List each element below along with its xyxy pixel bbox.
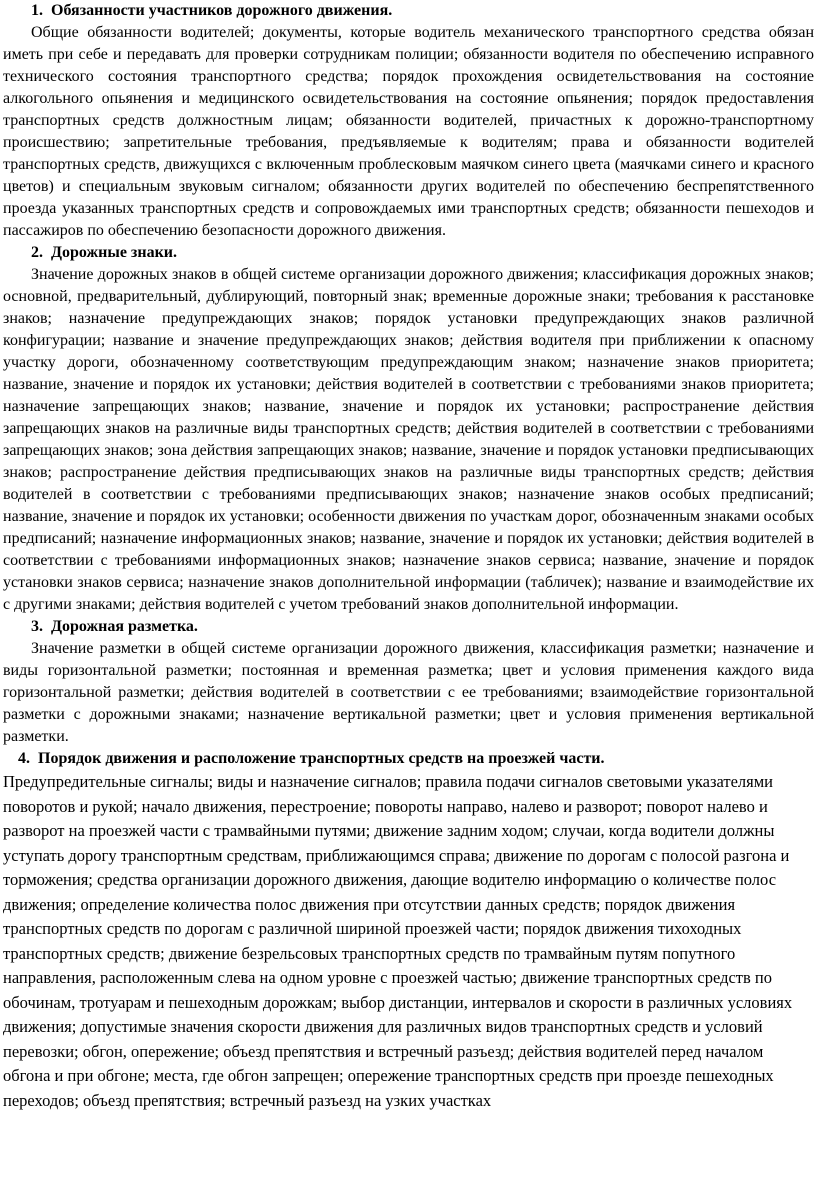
section-number: 4. — [18, 750, 30, 767]
section-number: 3. — [31, 618, 43, 635]
section-number: 2. — [31, 244, 43, 261]
section-heading-4 — [3, 748, 814, 770]
section-title: Дорожные знаки. — [51, 244, 178, 261]
section-title: Дорожная разметка. — [51, 618, 198, 635]
section-heading-2 — [3, 242, 814, 264]
section-heading-3 — [3, 616, 814, 638]
section-body-1: Общие обязанности водителей; документы, которые водитель механического транспортного средства обязан иметь при себе и передавать для проверки сотрудникам полиции; обязанности водителя по обеспечению исправного технического состояния транспортного средства; порядок прохождения освидетельствования на состояние алкогольного опьянения и медицинского освидетельствования на состояние опьянения; порядок предоставления транспортных средств должностным лицам; обязанности водителей, причастных к дорожно-транспортному происшествию; запретительные требования, предъявляемые к водителям; права и обязанности водителей транспортных средств, движущихся с включенным проблесковым маячком синего цвета (маячками синего и красного цветов) и специальным звуковым сигналом; обязанности других водителей по обеспечению беспрепятственного проезда указанных транспортных средств и сопровождаемых ими транспортных средств; обязанности пешеходов и пассажиров по обеспечению безопасности дорожного движения. — [3, 24, 814, 239]
section-heading-1 — [3, 0, 814, 22]
section-body-4: Предупредительные сигналы; виды и назначение сигналов; правила подачи сигналов световыми указателями поворотов и рукой; начало движения, перестроение; повороты направо, налево и разворот; поворот налево и разворот на проезжей части с трамвайными путями; движение задним ходом; случаи, когда водители должны уступать дорогу транспортным средствам, приближающимся справа; движение по дорогам с полосой разгона и торможения; средства организации дорожного движения, дающие водителю информацию о количестве полос движения; определение количества полос движения при отсутствии данных средств; порядок движения транспортных средств по дорогам с различной шириной проезжей части; порядок движения тихоходных транспортных средств; движение безрельсовых транспортных средств по трамвайным путям попутного направления, расположенным слева на одном уровне с проезжей частью; движение транспортных средств по обочинам, тротуарам и пешеходным дорожкам; выбор дистанции, интервалов и скорости в различных условиях движения; допустимые значения скорости движения для различных видов транспортных средств и условий перевозки; обгон, опережение; объезд препятствия и встречный разъезд; действия водителей перед началом обгона и при обгоне; места, где обгон запрещен; опережение транспортных средств при проезде пешеходных переходов; объезд препятствия; встречный разъезд на узких участках — [3, 772, 793, 1110]
section-body-3: Значение разметки в общей системе организации дорожного движения, классификация разметки; назначение и виды горизонтальной разметки; постоянная и временная разметка; цвет и условия применения каждого вида горизонтальной разметки; действия водителей в соответствии с ее требованиями; взаимодействие горизонтальной разметки с дорожными знаками; назначение вертикальной разметки; цвет и условия применения вертикальной разметки. — [3, 640, 814, 745]
section-title: Обязанности участников дорожного движения. — [51, 2, 393, 19]
section-body-2: Значение дорожных знаков в общей системе организации дорожного движения; классификация дорожных знаков; основной, предварительный, дублирующий, повторный знак; временные дорожные знаки; требования к расстановке знаков; назначение предупреждающих знаков; порядок установки предупреждающих знаков различной конфигурации; название и значение предупреждающих знаков; действия водителя при приближении к опасному участку дороги, обозначенному соответствующим предупреждающим знаком; назначение знаков приоритета; название, значение и порядок их установки; действия водителей в соответствии с требованиями знаков приоритета; назначение запрещающих знаков; название, значение и порядок их установки; распространение действия запрещающих знаков на различные виды транспортных средств; действия водителей в соответствии с требованиями запрещающих знаков; зона действия запрещающих знаков; название, значение и порядок установки предписывающих знаков; распространение действия предписывающих знаков на различные виды транспортных средств; действия водителей в соответствии с требованиями предписывающих знаков; назначение знаков особых предписаний; название, значение и порядок их установки; особенности движения по участкам дорог, обозначенным знаками особых предписаний; назначение информационных знаков; название, значение и порядок их установки; действия водителей в соответствии с требованиями информационных знаков; назначение знаков сервиса; название, значение и порядок установки знаков сервиса; назначение знаков дополнительной информации (табличек); название и взаимодействие их с другими знаками; действия водителей с учетом требований знаков дополнительной информации. — [3, 266, 814, 613]
section-number: 1. — [31, 2, 43, 19]
section-title: Порядок движения и расположение транспортных средств на проезжей части. — [38, 750, 605, 767]
